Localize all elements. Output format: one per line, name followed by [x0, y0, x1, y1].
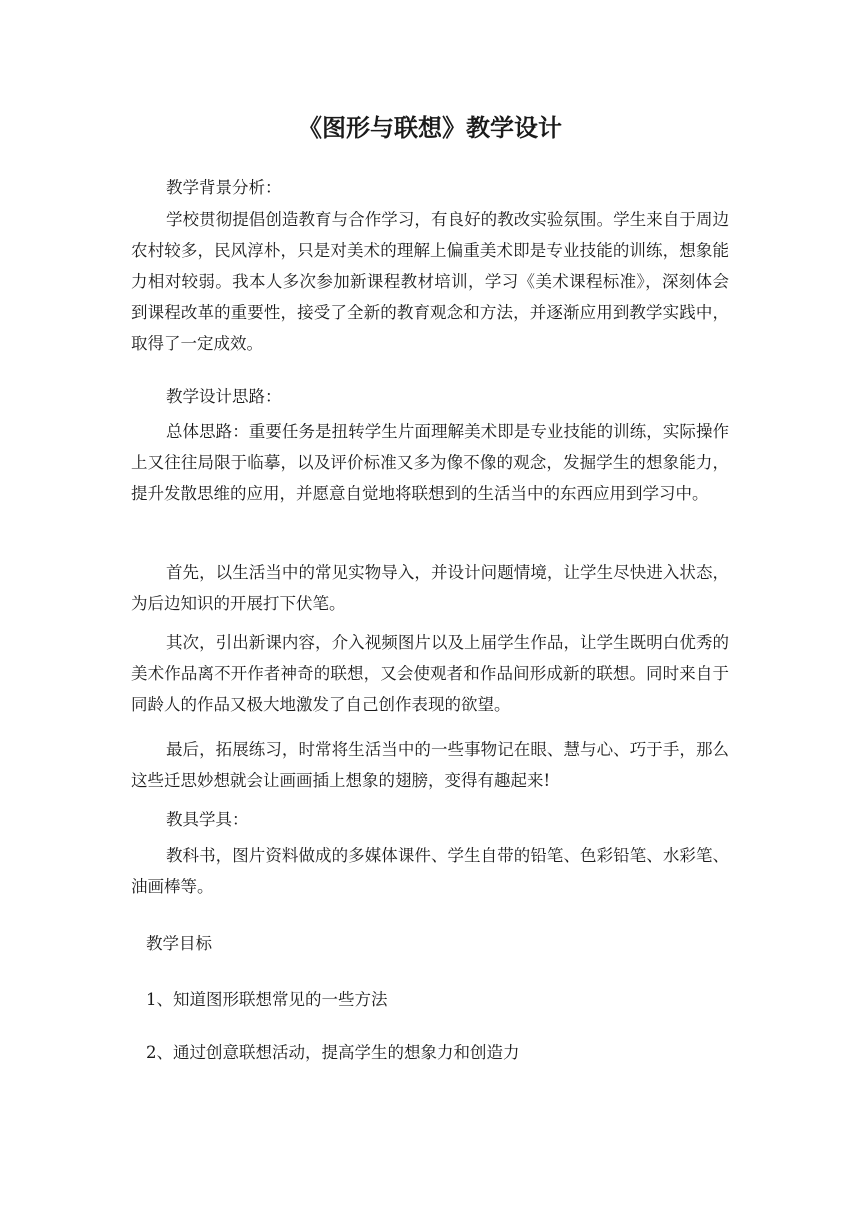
- goal-item-1: 1、知道图形联想常见的一些方法: [146, 990, 388, 1009]
- tools-heading: 教具学具：: [166, 810, 249, 829]
- goals-heading: 教学目标: [146, 934, 212, 953]
- tools-paragraph: 教科书，图片资料做成的多媒体课件、学生自带的铅笔、色彩铅笔、水彩笔、油画棒等。: [131, 846, 729, 896]
- background-paragraph: 学校贯彻提倡创造教育与合作学习，有良好的教改实验氛围。学生来自于周边农村较多，民风淳朴，只是对美术的理解上偏重美术即是专业技能的训练，想象能力相对较弱。我本人多次参加新课程教材培训，学习《美术课程标准》，深刻体会到课程改革的重要性，接受了全新的教育观念和方法，并逐渐应用到教学实践中，取得了一定成效。: [131, 210, 729, 353]
- design-heading: 教学设计思路：: [166, 387, 282, 406]
- design-overall-paragraph: 总体思路：重要任务是扭转学生片面理解美术即是专业技能的训练，实际操作上又往往局限于临摹，以及评价标准又多为像不像的观念，发掘学生的想象能力，提升发散思维的应用，并愿意自觉地将联想到的生活当中的东西应用到学习中。: [131, 422, 729, 503]
- background-heading: 教学背景分析：: [166, 178, 282, 197]
- design-second-paragraph: 其次，引出新课内容，介入视频图片以及上届学生作品，让学生既明白优秀的美术作品离不开作者神奇的联想，又会使观者和作品间形成新的联想。同时来自于同龄人的作品又极大地激发了自己创作表现的欲望。: [131, 633, 729, 714]
- design-first-paragraph: 首先，以生活当中的常见实物导入，并设计问题情境，让学生尽快进入状态，为后边知识的开展打下伏笔。: [131, 563, 729, 613]
- document-title: 《图形与联想》教学设计: [298, 114, 562, 142]
- design-last-paragraph: 最后，拓展练习，时常将生活当中的一些事物记在眼、慧与心、巧于手，那么这些迁思妙想就会让画画插上想象的翅膀，变得有趣起来!: [131, 740, 729, 790]
- goal-item-2: 2、通过创意联想活动，提高学生的想象力和创造力: [146, 1043, 520, 1062]
